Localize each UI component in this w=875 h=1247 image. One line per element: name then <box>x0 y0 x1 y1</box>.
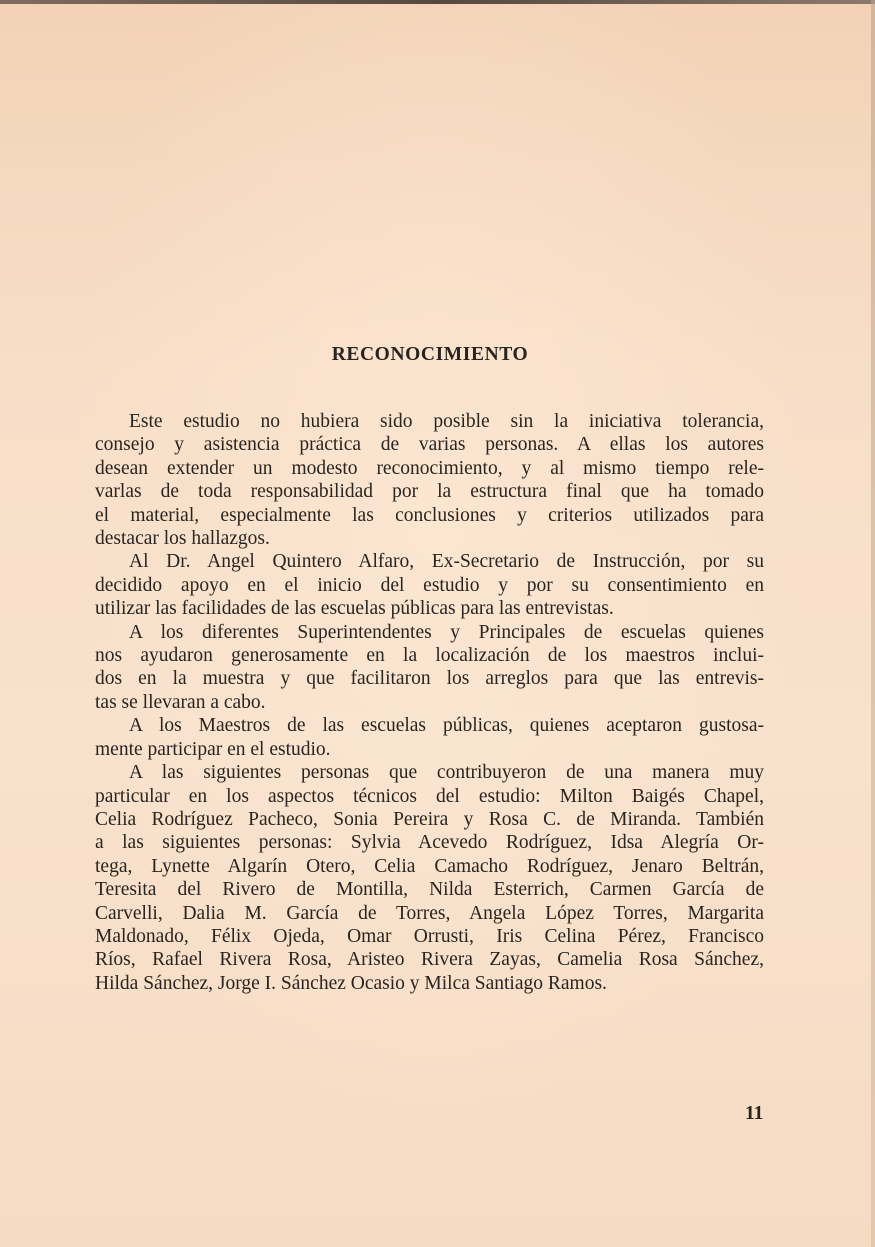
text-line: mente participar en el estudio. <box>95 738 331 760</box>
text-line: destacar los hallazgos. <box>95 528 270 550</box>
text-line: Al Dr. Angel Quintero Alfaro, Ex-Secretario de Instrucción, por su <box>129 551 764 573</box>
page-top-edge <box>0 0 875 4</box>
page-right-edge <box>871 0 875 1247</box>
text-line: a las siguientes personas: Sylvia Acevedo Rodríguez, Idsa Alegría Or- <box>95 832 764 854</box>
text-line: Hilda Sánchez, Jorge I. Sánchez Ocasio y Milca Santiago Ramos. <box>95 972 607 994</box>
body-text <box>95 410 764 995</box>
text-line: A los Maestros de las escuelas públicas, quienes aceptaron gustosa- <box>129 715 764 737</box>
text-line: dos en la muestra y que facilitaron los arreglos para que las entrevis- <box>95 668 764 690</box>
paragraph <box>95 621 764 715</box>
text-line: consejo y asistencia práctica de varias personas. A ellas los autores <box>95 434 764 456</box>
paragraph <box>95 550 764 620</box>
text-line: nos ayudaron generosamente en la localización de los maestros inclui- <box>95 645 764 667</box>
text-line: Ríos, Rafael Rivera Rosa, Aristeo Rivera Zayas, Camelia Rosa Sánchez, <box>95 949 764 971</box>
text-line: Celia Rodríguez Pacheco, Sonia Pereira y Rosa C. de Miranda. También <box>95 808 764 830</box>
text-line: Teresita del Rivero de Montilla, Nilda Esterrich, Carmen García de <box>95 879 764 901</box>
text-line: tega, Lynette Algarín Otero, Celia Camacho Rodríguez, Jenaro Beltrán, <box>95 855 764 877</box>
text-line: varlas de toda responsabilidad por la estructura final que ha tomado <box>95 481 764 503</box>
text-line: el material, especialmente las conclusiones y criterios utilizados para <box>95 504 764 526</box>
paragraph <box>95 410 764 550</box>
text-line: tas se llevaran a cabo. <box>95 691 266 713</box>
text-line: A las siguientes personas que contribuyeron de una manera muy <box>129 762 764 784</box>
page-number: 11 <box>745 1103 764 1124</box>
text-line: decidido apoyo en el inicio del estudio y por su consentimiento en <box>95 574 764 596</box>
text-line: desean extender un modesto reconocimiento, y al mismo tiempo rele- <box>95 457 764 479</box>
text-line: Maldonado, Félix Ojeda, Omar Orrusti, Iris Celina Pérez, Francisco <box>95 925 764 947</box>
text-line: Este estudio no hubiera sido posible sin la iniciativa tolerancia, <box>129 411 764 432</box>
text-line: Carvelli, Dalia M. García de Torres, Angela López Torres, Margarita <box>95 902 764 924</box>
paragraph <box>95 761 764 995</box>
text-line: A los diferentes Superintendentes y Principales de escuelas quienes <box>129 621 764 643</box>
paragraph <box>95 714 764 761</box>
page-title: RECONOCIMIENTO <box>331 344 529 365</box>
text-line: utilizar las facilidades de las escuelas públicas para las entrevistas. <box>95 598 614 620</box>
text-line: particular en los aspectos técnicos del estudio: Milton Baigés Chapel, <box>95 785 764 807</box>
